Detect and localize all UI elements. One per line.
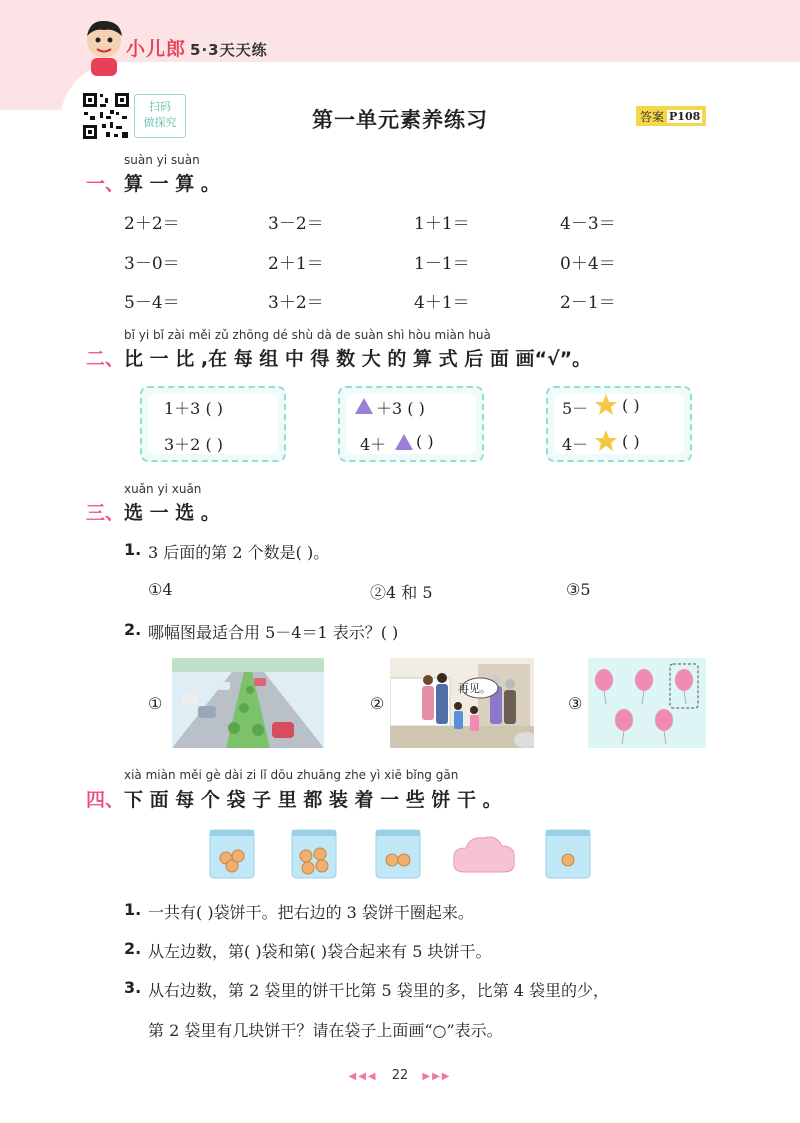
compare-item: 5－ [562, 399, 589, 418]
right-arrows-icon: ▶▶▶ [422, 1071, 452, 1082]
compare-item-blank: ( ) [622, 396, 640, 415]
s1-item: 2＋1＝ [268, 254, 324, 274]
cookie-bag-2[interactable] [288, 826, 340, 882]
s1-num: 一、 [86, 173, 125, 195]
s1-item: 4－3＝ [560, 214, 616, 234]
question-number: 3. [124, 978, 142, 997]
option[interactable]: ②4 和 5 [370, 583, 433, 602]
answer-badge[interactable] [636, 106, 706, 126]
s1-item: 2＋2＝ [124, 214, 180, 234]
s1-heading [86, 169, 220, 196]
page-title: 第一单元素养练习 [312, 108, 488, 132]
compare-item-blank: ( ) [416, 432, 434, 451]
s3-pinyin: xuǎn yi xuǎn [124, 482, 202, 496]
brand [126, 34, 268, 61]
compare-item: 3＋2 ( ) [164, 435, 224, 454]
left-arrows-icon: ◀◀◀ [348, 1071, 378, 1082]
s3-heading [86, 498, 220, 525]
family-goodbye-image [390, 658, 534, 748]
option-mark[interactable]: ② [370, 694, 385, 713]
s2-num: 二、 [86, 348, 125, 370]
question-text-cont: 第 2 袋里有几块饼干？请在袋子上面画“○”表示。 [148, 1021, 503, 1040]
compare-item: 1＋3 ( ) [164, 399, 224, 418]
option[interactable]: ③5 [566, 580, 591, 599]
cookie-bag-3[interactable] [372, 826, 424, 882]
brand-text: 5·3天天练 [190, 41, 268, 59]
s1-item: 3－0＝ [124, 254, 180, 274]
speech-bubble-text: 再见。 [458, 682, 491, 695]
s1-item: 3－2＝ [268, 214, 324, 234]
s3-title: 选 一 选 。 [124, 502, 220, 524]
s1-item: 4＋1＝ [414, 293, 470, 313]
cookie-bag-5[interactable] [542, 826, 594, 882]
question-text: 从右边数，第 2 袋里的饼干比第 5 袋里的多，比第 4 袋里的少， [148, 981, 610, 1000]
answer-label: 答案 [640, 109, 665, 124]
s1-item: 3＋2＝ [268, 293, 324, 313]
page-number: 22 [391, 1068, 409, 1083]
s2-title: 比 一 比 ,在 每 组 中 得 数 大 的 算 式 后 面 画“√”。 [124, 348, 592, 370]
s3-num: 三、 [86, 502, 125, 524]
mascot-icon [82, 18, 126, 78]
s1-item: 5－4＝ [124, 293, 180, 313]
s1-item: 1＋1＝ [414, 214, 470, 234]
s2-pinyin: bǐ yi bǐ zài měi zǔ zhōng dé shù dà de suàn shì hòu miàn huà [124, 328, 491, 342]
question-number: 2. [124, 620, 142, 639]
s1-pinyin: suàn yi suàn [124, 153, 200, 167]
question-number: 2. [124, 939, 142, 958]
star-icon [594, 393, 618, 417]
question-number: 1. [124, 540, 142, 559]
question-text: 3 后面的第 2 个数是( )。 [148, 543, 330, 562]
s2-heading [86, 344, 591, 371]
balloons-image [588, 658, 706, 748]
scan-line1: 扫码 [149, 100, 171, 113]
s1-item: 2－1＝ [560, 293, 616, 313]
triangle-icon [394, 433, 414, 451]
compare-item: 4＋ [360, 435, 387, 454]
s1-item: 1－1＝ [414, 254, 470, 274]
road-cars-image [172, 658, 324, 748]
s1-item: 0＋4＝ [560, 254, 616, 274]
s4-title: 下 面 每 个 袋 子 里 都 装 着 一 些 饼 干 。 [124, 789, 502, 811]
star-icon [594, 429, 618, 453]
triangle-icon [354, 397, 374, 415]
cloud-cover-icon [450, 830, 518, 880]
compare-item: 4－ [562, 435, 589, 454]
cookie-bag-1[interactable] [206, 826, 258, 882]
s4-num: 四、 [86, 789, 125, 811]
option-mark[interactable]: ① [148, 694, 163, 713]
page-footer [0, 1068, 800, 1083]
answer-page: P108 [669, 109, 701, 123]
question-text: 从左边数，第( )袋和第( )袋合起来有 5 块饼干。 [148, 942, 492, 961]
option-mark[interactable]: ③ [568, 694, 583, 713]
compare-item-blank: ( ) [622, 432, 640, 451]
compare-item: ＋3 ( ) [376, 399, 425, 418]
scan-line2: 做探究 [143, 116, 177, 129]
s1-title: 算 一 算 。 [124, 173, 220, 195]
s4-heading [86, 785, 502, 812]
brand-logo: 小儿郎 [126, 38, 187, 60]
question-text: 一共有( )袋饼干。把右边的 3 袋饼干圈起来。 [148, 903, 474, 922]
s4-pinyin: xià miàn měi gè dài zi lǐ dōu zhuāng zhe yì xiē bǐng gān [124, 768, 459, 782]
question-number: 1. [124, 900, 142, 919]
option[interactable]: ①4 [148, 580, 173, 599]
question-text: 哪幅图最适合用 5－4＝1 表示？( ) [148, 623, 399, 642]
